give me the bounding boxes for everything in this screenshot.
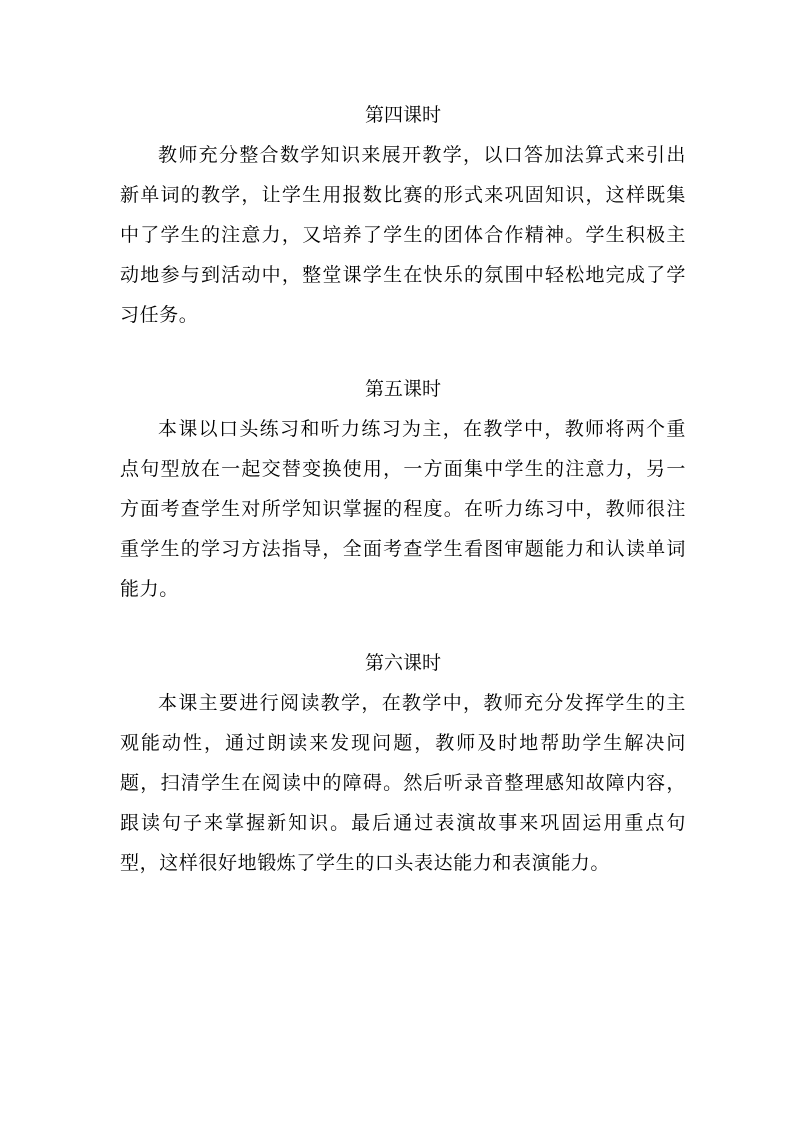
section-heading: 第四课时: [364, 104, 441, 126]
section-paragraph: 教师充分整合数学知识来展开教学，以口答加法算式来引出新单词的教学，让学生用报数比赛的形式来巩固知识，这样既集中了学生的注意力，又培养了学生的团体合作精神。学生积极主动地参与到活动中，整堂课学生在快乐的氛围中轻松地完成了学习任务。: [120, 144, 686, 326]
section-paragraph: 本课以口头练习和听力练习为主，在教学中，教师将两个重点句型放在一起交替变换使用，一方面集中学生的注意力，另一方面考查学生对所学知识掌握的程度。在听力练习中，教师很注重学生的学习方法指导，全面考查学生看图审题能力和认读单词能力。: [120, 418, 686, 600]
lesson-section-5: [120, 369, 686, 609]
lesson-section-6: [120, 643, 686, 883]
document-page: [120, 95, 686, 917]
lesson-section-4: [120, 95, 686, 335]
section-heading: 第六课时: [364, 652, 441, 674]
section-paragraph: 本课主要进行阅读教学，在教学中，教师充分发挥学生的主观能动性，通过朗读来发现问题，教师及时地帮助学生解决问题，扫清学生在阅读中的障碍。然后听录音整理感知故障内容，跟读句子来掌握新知识。最后通过表演故事来巩固运用重点句型，这样很好地锻炼了学生的口头表达能力和表演能力。: [120, 692, 686, 874]
section-heading: 第五课时: [364, 378, 441, 400]
